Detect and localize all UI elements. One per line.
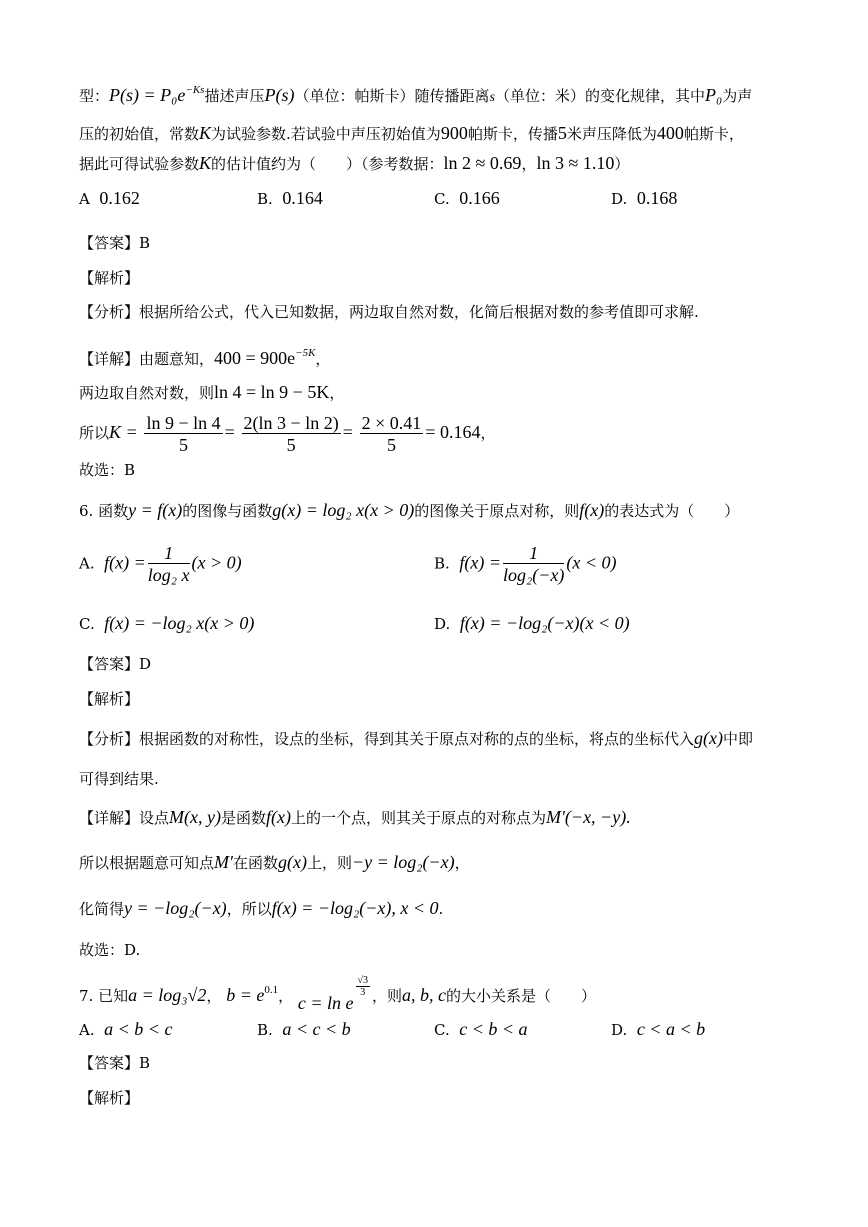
text: 的估计值约为（ ）（参考数据： <box>211 155 444 173</box>
option-label: B. <box>257 1021 273 1039</box>
q5-step-3: 所以K = $\frac{\ln 9 - \ln 4}{5}$ = $\frac{2(\ln 3 - \ln 2)}{5}$ = $\frac{2 \times 0.41}{5}$ = 0.164， <box>79 412 496 455</box>
formula: g(x) <box>277 852 307 872</box>
option-label: A. <box>79 1021 95 1039</box>
numerator: 2 × 0.41 <box>361 412 422 433</box>
q5-step-2 <box>79 382 344 403</box>
text: 所以 <box>79 424 110 442</box>
formula: −y = log₂(−x) <box>351 852 455 872</box>
denominator: log₂ x <box>147 565 190 585</box>
option-label: A. <box>79 554 95 573</box>
formula: f(x) <box>266 807 291 827</box>
option-value: c < a < b <box>636 1019 706 1039</box>
text: 中即 <box>723 730 754 748</box>
q6-option-d <box>434 612 630 635</box>
text: ， <box>206 987 222 1005</box>
option-value: 0.168 <box>636 188 678 208</box>
text: 压的初始值，常数 <box>79 125 200 143</box>
numerator: √3 <box>357 975 369 986</box>
formula: ln 2 ≈ 0.69 <box>443 153 522 173</box>
q6-analysis-heading: 【解析】 <box>79 690 140 708</box>
option-value: a < c < b <box>282 1019 351 1039</box>
text: ，则 <box>372 987 403 1005</box>
text: ， <box>454 854 470 872</box>
text: 【详解】设点 <box>79 809 170 827</box>
formula: ln 3 ≈ 1.10 <box>536 153 615 173</box>
text: （单位：帕斯卡）随传播距离 <box>294 87 490 105</box>
q6-detail-2 <box>79 852 470 873</box>
q5-detail <box>79 343 330 369</box>
option-value: c < b < a <box>459 1019 528 1039</box>
number: 900 <box>440 123 468 143</box>
exponent-fraction <box>356 975 371 998</box>
text: ， <box>480 424 496 442</box>
formula: f(x) = −log₂(−x), x < 0 <box>271 898 439 918</box>
text: 米声压降低为 <box>566 125 657 143</box>
q5-fenxi: 【分析】根据所给公式，代入已知数据，两边取自然对数，化简后根据对数的参考值即可求解. <box>79 303 699 321</box>
text: ， <box>521 155 537 173</box>
q7-option-c <box>434 1018 528 1041</box>
text: 是函数 <box>220 809 266 827</box>
q5-answer: 【答案】B <box>79 234 151 252</box>
formula: P(s) <box>264 85 295 105</box>
formula: f(x) = −log₂ x(x > 0) <box>104 613 255 633</box>
q5-option-b <box>257 187 323 210</box>
exponent: −5K <box>295 347 316 359</box>
q7-answer: 【答案】B <box>79 1054 151 1072</box>
formula: P₀ <box>704 85 723 105</box>
formula: ln 4 = ln 9 − 5K <box>214 382 330 402</box>
formula: K <box>199 153 212 173</box>
text: 的表达式为（ ） <box>604 502 740 520</box>
text: （单位：米）的变化规律，其中 <box>494 87 705 105</box>
text: 帕斯卡， <box>683 125 744 143</box>
option-label: B. <box>257 190 273 208</box>
formula: 400 = 900e <box>214 348 296 368</box>
formula: y = f(x) <box>128 500 183 520</box>
q6-detail-1 <box>79 807 631 828</box>
number: 400 <box>656 123 684 143</box>
numerator: ln 9 − ln 4 <box>146 412 221 433</box>
formula: s <box>489 90 495 105</box>
formula: (x > 0) <box>191 552 242 573</box>
q6-detail-3 <box>79 898 443 919</box>
option-label: C. <box>434 1021 450 1039</box>
text: ） <box>614 155 630 173</box>
q5-option-a <box>79 187 140 210</box>
formula: (x < 0) <box>566 552 617 573</box>
text: 描述声压 <box>204 87 265 105</box>
text: ， <box>278 987 294 1005</box>
q5-choose: 故选：B <box>79 461 136 479</box>
text: 6. 函数 <box>79 502 129 520</box>
option-label: B. <box>434 554 450 573</box>
text: 的大小关系是（ ） <box>446 987 597 1005</box>
q5-option-c <box>434 187 500 210</box>
denominator: log₂(−x) <box>502 565 565 585</box>
option-value: 0.162 <box>99 188 140 208</box>
fraction <box>503 543 564 586</box>
text: ，所以 <box>226 900 272 918</box>
exponent: −Ks <box>185 84 205 96</box>
option-value: 0.164 <box>282 188 323 208</box>
option-value: a < b < c <box>104 1019 173 1039</box>
q5-line-1 <box>79 80 752 108</box>
formula: = 0.164 <box>425 422 481 442</box>
formula: P(s) = P₀e <box>109 85 186 105</box>
text: ， <box>329 384 345 402</box>
q6-option-b <box>434 543 616 586</box>
fraction <box>144 413 222 456</box>
text: 为试验参数.若试验中声压初始值为 <box>211 125 441 143</box>
text: 两边取自然对数，则 <box>79 384 215 402</box>
q5-line-3 <box>79 153 629 174</box>
formula: c = ln e <box>297 993 354 1013</box>
text: 上，则 <box>306 854 352 872</box>
formula: f(x) = −log₂(−x)(x < 0) <box>459 613 630 633</box>
text: . <box>438 900 444 918</box>
text: 7. 已知 <box>79 987 129 1005</box>
formula: b = e <box>226 985 265 1005</box>
option-label: D. <box>434 615 451 633</box>
q6-answer: 【答案】D <box>79 655 152 673</box>
q6-choose: 故选：D. <box>79 941 141 959</box>
option-label: D. <box>611 1021 628 1039</box>
formula: K <box>199 123 212 143</box>
formula: M′(−x, −y). <box>546 807 631 827</box>
numerator: 1 <box>503 543 564 564</box>
q5-line-2 <box>79 123 744 144</box>
formula: f(x) = <box>104 552 146 573</box>
text: ， <box>315 350 331 368</box>
denominator: 5 <box>386 434 396 455</box>
option-label: A <box>79 190 90 208</box>
q7-option-b <box>257 1018 351 1041</box>
text: 型： <box>79 87 110 105</box>
q7-option-a <box>79 1018 172 1041</box>
q6-fenxi-1 <box>79 728 753 749</box>
fraction <box>360 413 424 456</box>
text: 【详解】由题意知， <box>79 350 215 368</box>
option-value: 0.166 <box>459 188 500 208</box>
numerator: 2(ln 3 − ln 2) <box>243 412 339 433</box>
q7-stem <box>79 970 596 1023</box>
formula: g(x) <box>694 728 723 748</box>
q6-stem <box>79 500 739 521</box>
q7-analysis-heading: 【解析】 <box>79 1089 140 1107</box>
text: 的图像关于原点对称，则 <box>414 502 580 520</box>
formula: M′ <box>214 852 233 872</box>
q5-analysis-heading: 【解析】 <box>79 269 140 287</box>
formula: a, b, c <box>402 985 447 1005</box>
exponent: 0.1 <box>264 984 279 996</box>
formula: f(x) <box>579 500 605 520</box>
q7-option-d <box>611 1018 705 1041</box>
option-label: C. <box>434 190 450 208</box>
text: 化简得 <box>79 900 125 918</box>
text: 帕斯卡，传播 <box>467 125 558 143</box>
text: 的图像与函数 <box>182 502 273 520</box>
number: 5 <box>557 123 567 143</box>
text: 所以根据题意可知点 <box>79 854 215 872</box>
q5-option-d <box>611 187 677 210</box>
formula: a = log₃√2 <box>128 985 207 1005</box>
q6-option-a <box>79 543 242 586</box>
text: 据此可得试验参数 <box>79 155 200 173</box>
formula: f(x) = <box>459 552 501 573</box>
option-label: D. <box>611 190 628 208</box>
fraction <box>242 413 341 456</box>
text: 【分析】根据函数的对称性，设点的坐标，得到其关于原点对称的点的坐标，将点的坐标代入 <box>79 730 695 748</box>
numerator: 1 <box>148 543 190 564</box>
formula: g(x) = log₂ x(x > 0) <box>272 500 415 520</box>
formula: M(x, y) <box>169 807 221 827</box>
text: 在函数 <box>232 854 278 872</box>
option-label: C. <box>79 615 95 633</box>
q6-fenxi-2: 可得到结果. <box>79 770 159 788</box>
text: 上的一个点，则其关于原点的对称点为 <box>290 809 546 827</box>
formula: K = <box>109 422 138 442</box>
denominator: 5 <box>179 434 189 455</box>
formula: y = −log₂(−x) <box>124 898 227 918</box>
text: 为声 <box>722 87 753 105</box>
denominator: 3 <box>360 987 366 998</box>
q6-option-c <box>79 612 254 635</box>
denominator: 5 <box>286 434 296 455</box>
fraction <box>148 543 190 586</box>
